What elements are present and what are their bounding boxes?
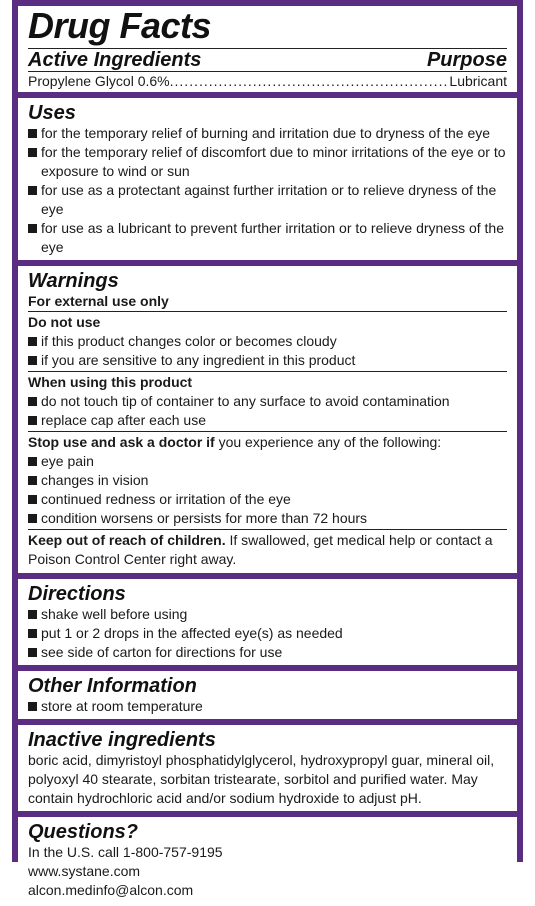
list-item: for use as a protectant against further irritation or to relieve dryness of the eye xyxy=(28,181,507,219)
drug-facts-panel xyxy=(12,0,523,898)
other-information-box xyxy=(18,671,517,719)
list-item: eye pain xyxy=(28,452,507,471)
stop-use-line xyxy=(28,433,507,452)
list-item: if you are sensitive to any ingredient in this product xyxy=(28,351,507,370)
leader-dots xyxy=(170,72,450,90)
website-link[interactable]: www.systane.com xyxy=(28,863,141,879)
ingredient-purpose: Lubricant xyxy=(449,73,507,89)
other-information-heading: Other Information xyxy=(28,675,197,697)
purpose-heading: Purpose xyxy=(426,49,507,71)
inactive-ingredients-box xyxy=(18,725,517,811)
phone-line: In the U.S. call 1-800-757-9195 xyxy=(28,844,223,860)
do-not-use-heading: Do not use xyxy=(28,314,101,330)
uses-list xyxy=(28,124,507,257)
directions-list xyxy=(28,605,507,662)
active-ingredient-row xyxy=(28,72,507,90)
drug-facts-header-box xyxy=(18,6,517,92)
questions-box xyxy=(18,817,517,906)
page-title: Drug Facts xyxy=(28,5,212,46)
stop-use-list xyxy=(28,452,507,528)
uses-box xyxy=(18,98,517,260)
keep-out-of-reach xyxy=(28,530,507,570)
active-ingredients-header xyxy=(28,49,507,71)
stop-use-heading: Stop use and ask a doctor if xyxy=(28,434,215,450)
when-using-heading: When using this product xyxy=(28,374,193,390)
list-item: continued redness or irritation of the eye xyxy=(28,490,507,509)
ingredient-name: Propylene Glycol 0.6% xyxy=(28,73,170,89)
email-link[interactable]: alcon.medinfo@alcon.com xyxy=(28,882,194,898)
stop-use-text: you experience any of the following: xyxy=(214,434,442,450)
list-item: for use as a lubricant to prevent further irritation or to relieve dryness of the eye xyxy=(28,219,507,257)
directions-heading: Directions xyxy=(28,583,126,605)
inactive-ingredients-heading: Inactive ingredients xyxy=(28,729,216,751)
list-item: replace cap after each use xyxy=(28,411,507,430)
warnings-box xyxy=(18,266,517,573)
list-item: changes in vision xyxy=(28,471,507,490)
list-item: condition worsens or persists for more than 72 hours xyxy=(28,509,507,528)
children-heading: Keep out of reach of children. xyxy=(28,532,226,548)
children-text: If swallowed, get medical help or contact a Poison Control Center right away. xyxy=(28,532,493,567)
when-using-list xyxy=(28,392,507,430)
external-use-label: For external use only xyxy=(28,293,169,309)
list-item: do not touch tip of container to any surface to avoid contamination xyxy=(28,392,507,411)
list-item: store at room temperature xyxy=(28,697,507,716)
do-not-use-list xyxy=(28,332,507,370)
do-not-use-section xyxy=(28,312,507,371)
list-item: see side of carton for directions for use xyxy=(28,643,507,662)
other-information-list xyxy=(28,697,507,716)
uses-heading: Uses xyxy=(28,102,76,124)
list-item: shake well before using xyxy=(28,605,507,624)
stop-use-section xyxy=(28,432,507,529)
list-item: for the temporary relief of discomfort due to minor irritations of the eye or to exposure to wind or sun xyxy=(28,143,507,181)
list-item: put 1 or 2 drops in the affected eye(s) as needed xyxy=(28,624,507,643)
active-ingredients-heading: Active Ingredients xyxy=(28,49,202,71)
warnings-heading: Warnings xyxy=(28,270,119,292)
list-item: for the temporary relief of burning and irritation due to dryness of the eye xyxy=(28,124,507,143)
questions-heading: Questions? xyxy=(28,821,139,843)
list-item: if this product changes color or becomes cloudy xyxy=(28,332,507,351)
inactive-ingredients-text: boric acid, dimyristoyl phosphatidylglycerol, hydroxypropyl guar, mineral oil, polyoxyl 40 stearate, sorbitan tristearate, sorbitol and purified water. May contain hydrochloric acid and/or sodium hydroxide to adjust pH. xyxy=(28,752,495,806)
when-using-section xyxy=(28,372,507,431)
directions-box xyxy=(18,579,517,665)
